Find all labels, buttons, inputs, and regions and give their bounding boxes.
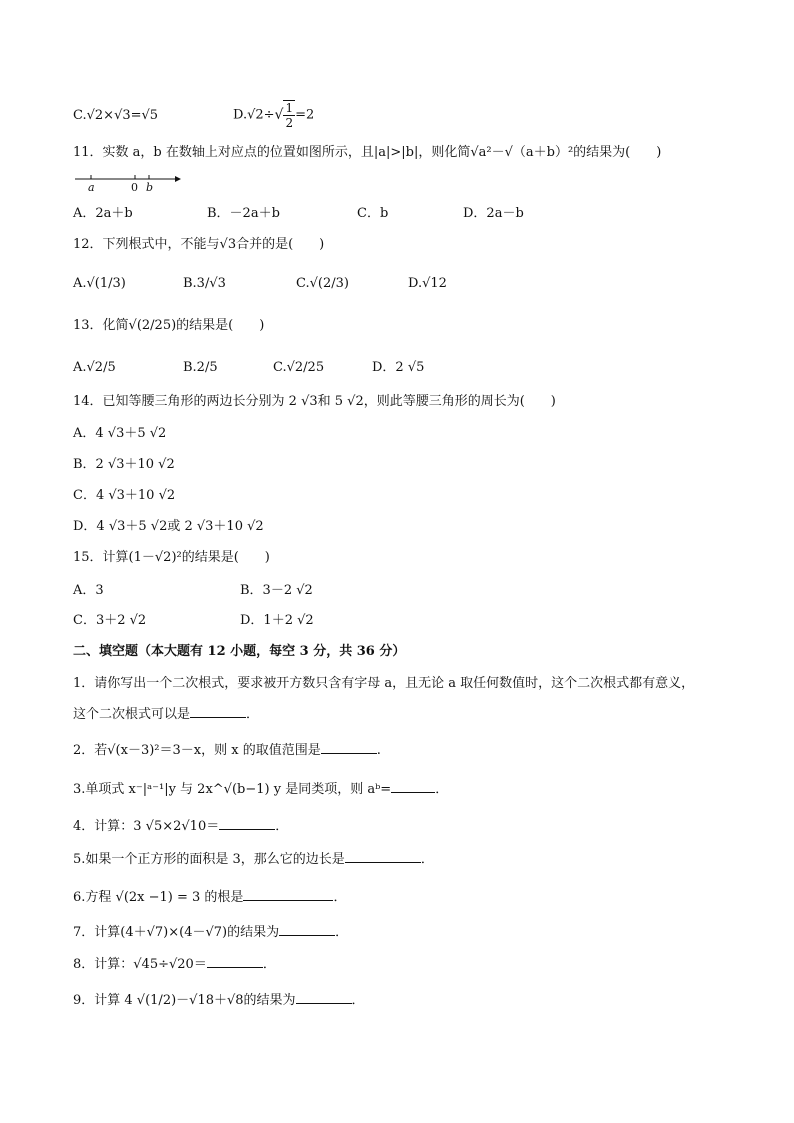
fill-q3-text: 3.单项式 x⁻|ᵃ⁻¹|y 与 2x^√(b−1) y 是同类项，则 aᵇ= [73,782,392,797]
q15-option-a: A．3 [73,583,104,598]
axis-label-b: b [146,181,154,194]
q12-option-c: C.√(2/3) [296,276,349,291]
fill-q4: 4．计算：3 √5×2√10＝ ． [73,819,289,834]
q11-stem: 11．实数 a，b 在数轴上对应点的位置如图所示，且|a|>|b|，则化简√a²－√（a＋b）²的结果为( ) [73,145,662,160]
fill-q9: 9．计算 4 √(1/2)－√18＋√8的结果为 ． [73,993,365,1008]
axis-arrow [175,176,181,182]
fill-q6: 6.方程 √(2x −1) = 3 的根是 ． [73,890,347,905]
q10-d-frac-num: 1 [285,101,294,115]
q10-option-c: C.√2×√3=√5 [73,108,159,123]
fill-q9-text: 9．计算 4 √(1/2)－√18＋√8的结果为 [73,993,296,1008]
q10-option-d-prefix: D.√2÷ [233,107,275,123]
q10-option-d: D.√2÷√ $\frac{1}{2}$ =2 [233,101,315,130]
fill-q8-text: 8．计算：√45÷√20＝ [73,957,207,972]
section2-title: 二、填空题（本大题有 12 小题，每空 3 分，共 36 分） [73,644,406,659]
fill-q5: 5.如果一个正方形的面积是 3，那么它的边长是 ． [73,852,434,867]
fill-q9-blank[interactable] [296,1003,352,1004]
fill-q8: 8．计算：√45÷√20＝ ． [73,957,276,972]
q15-option-c: C．3＋2 √2 [73,613,147,628]
q14-option-b: B．2 √3＋10 √2 [73,457,175,472]
q13-option-d: D．2 √5 [372,360,425,375]
fill-q1-line1: 1．请你写出一个二次根式，要求被开方数只含有字母 a，且无论 a 取任何数值时，这个二次根式都有意义， [73,676,695,691]
q11-option-b: B．－2a＋b [207,206,280,221]
q14-stem: 14．已知等腰三角形的两边长分别为 2 √3和 5 √2，则此等腰三角形的周长为( ) [73,394,556,409]
fill-q8-blank[interactable] [207,967,263,968]
q13-option-c: C.√2/25 [273,360,325,375]
fill-q7-blank[interactable] [279,935,335,936]
q15-stem: 15．计算(1－√2)²的结果是( ) [73,550,270,565]
fill-q5-text: 5.如果一个正方形的面积是 3，那么它的边长是 [73,852,345,867]
fill-q2: 2．若√(x－3)²＝3－x，则 x 的取值范围是 . [73,743,381,758]
q14-option-d: D．4 √3＋5 √2或 2 √3＋10 √2 [73,519,264,534]
fill-q4-blank[interactable] [219,829,275,830]
q15-option-d: D．1＋2 √2 [240,613,314,628]
q11-option-a: A．2a＋b [73,206,133,221]
fill-q6-blank[interactable] [243,900,333,901]
q12-option-b: B.3/√3 [183,276,226,291]
q13-option-b: B.2/5 [183,360,218,375]
q11-option-d: D．2a－b [463,206,524,221]
q12-option-a: A.√(1/3) [73,276,126,291]
q10-d-frac-den: 2 [285,116,294,130]
fill-q3-blank[interactable] [391,792,435,793]
fill-q1-blank[interactable] [190,717,246,718]
fill-q4-text: 4．计算：3 √5×2√10＝ [73,819,220,834]
axis-label-0: 0 [131,181,138,194]
q12-stem: 12．下列根式中，不能与√3合并的是( ) [73,237,325,252]
q10-d-suffix: =2 [295,107,315,123]
fill-q5-blank[interactable] [345,862,421,863]
fill-q1-line2: 这个二次根式可以是 ． [73,707,260,722]
fill-q2-blank[interactable] [321,753,377,754]
q13-stem: 13．化简√(2/25)的结果是( ) [73,318,265,333]
fill-q7-text: 7．计算(4＋√7)×(4－√7)的结果为 [73,925,280,940]
q15-option-b: B．3－2 √2 [240,583,313,598]
axis-label-a: a [88,181,95,194]
fill-q2-text: 2．若√(x－3)²＝3－x，则 x 的取值范围是 [73,743,321,758]
fill-q3: 3.单项式 x⁻|ᵃ⁻¹|y 与 2x^√(b−1) y 是同类项，则 aᵇ= ． [73,782,449,797]
q14-option-a: A．4 √3＋5 √2 [73,426,167,441]
q12-option-d: D.√12 [408,276,447,291]
q11-option-c: C．b [357,206,389,221]
fill-q7: 7．计算(4＋√7)×(4－√7)的结果为 ． [73,925,349,940]
fill-q6-text: 6.方程 √(2x −1) = 3 的根是 [73,890,244,905]
fill-q1-text: 这个二次根式可以是 [73,707,191,722]
q13-option-a: A.√2/5 [73,360,116,375]
q14-option-c: C．4 √3＋10 √2 [73,488,176,503]
